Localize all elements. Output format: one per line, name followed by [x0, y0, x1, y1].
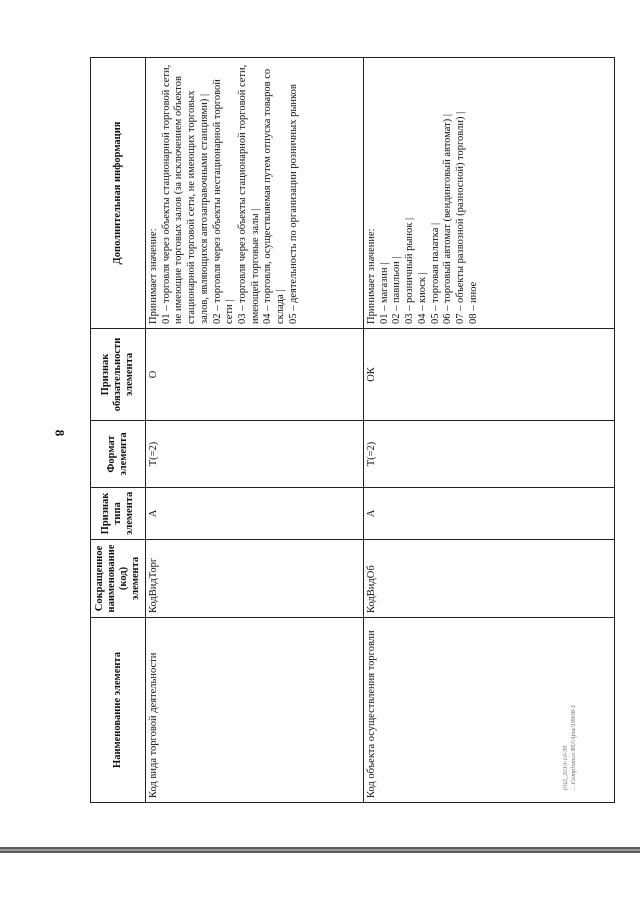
value-item: 01 – магазин | [378, 262, 390, 324]
cell-required: ОК [364, 329, 615, 421]
cell-format: Т(=2) [364, 421, 615, 488]
cell-required: О [146, 329, 364, 421]
value-item: 03 – розничный рынок | [404, 217, 416, 324]
footer-note: (0)2_2010-10-39 …Compliance/RU/Ajna/19908-1 [562, 704, 577, 790]
table-header-row [91, 58, 146, 803]
value-item: 04 – торговля, осуществляемая путем отпуска товаров со склада | [262, 68, 287, 324]
value-item: 04 – киоск | [416, 272, 428, 324]
header-required: Признак обязательности элемента [91, 329, 146, 421]
value-item: 08 – иное [467, 281, 479, 324]
cell-code: КодВидОб [364, 540, 615, 618]
header-code: Сокращенное наименование (код) элемента [91, 540, 146, 618]
info-intro: Принимает значение: [148, 228, 159, 324]
value-item: 02 – павильон | [391, 256, 403, 324]
cell-code: КодВидТорг [146, 540, 364, 618]
value-list [379, 62, 481, 324]
cell-info [146, 58, 364, 329]
page-number: 8 [52, 429, 68, 437]
value-item: 06 – торговый автомат (вендинговый автомат) | [442, 114, 454, 324]
value-item: 03 – торговля через объекты стационарной торговой сети, имеющей торговые залы | [236, 64, 261, 324]
info-intro: Принимает значение: [366, 228, 377, 324]
elements-table [90, 57, 615, 803]
cell-name: Код вида торговой деятельности [146, 618, 364, 803]
header-name: Наименование элемента [91, 618, 146, 803]
value-item: 05 – торговая палатка | [429, 222, 441, 324]
header-type: Признак типа элемента [91, 488, 146, 540]
value-item: 05 – деятельность по организации розничных рынков [287, 84, 299, 324]
cell-info [364, 58, 615, 329]
value-item: 07 – объекты развозной (разносной) торговли) | [454, 111, 466, 324]
rotated-table-container [90, 58, 615, 803]
value-list [161, 62, 301, 324]
cell-format: Т(=2) [146, 421, 364, 488]
cell-type: А [364, 488, 615, 540]
bottom-scan-edge [0, 847, 640, 853]
cell-type: А [146, 488, 364, 540]
cell-name: Код объекта осуществления торговли [364, 618, 615, 803]
table-row [146, 58, 364, 803]
value-item: 02 – торговля через объекты нестационарной торговой сети | [211, 79, 236, 324]
value-item: 01 – торговля через объекты стационарной торговой сети, не имеющие торговых залов (за исключением объектов стационарной торговой сети, не имеющих торговых залов, являющихся автозаправочными станциями) | [160, 64, 210, 324]
header-format: Формат элемента [91, 421, 146, 488]
header-info: Дополнительная информация [91, 58, 146, 329]
